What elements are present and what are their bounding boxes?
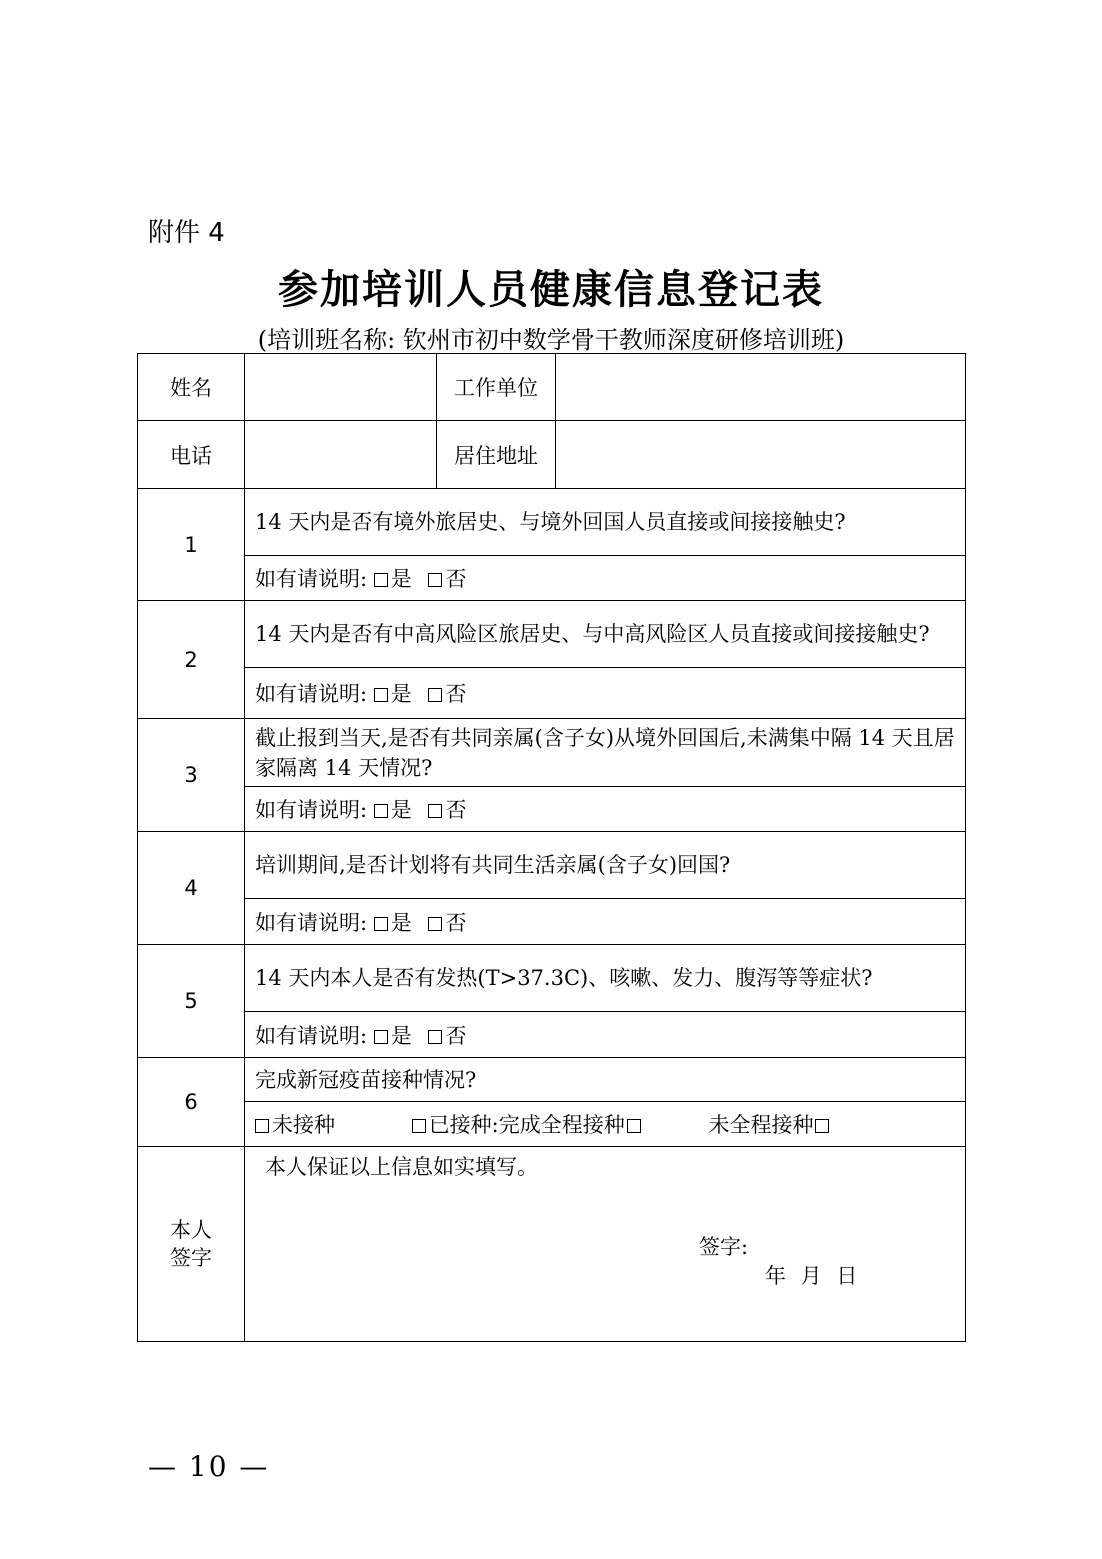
question-text: 14 天内是否有中高风险区旅居史、与中高风险区人员直接或间接接触史?	[245, 601, 966, 668]
question-row	[138, 489, 966, 556]
page-number: — 10 —	[148, 1450, 270, 1483]
form-subtitle: (培训班名称: 钦州市初中数学骨干教师深度研修培训班)	[257, 326, 845, 354]
question-row	[138, 719, 966, 787]
yes-checkbox[interactable]	[374, 573, 388, 587]
partial-course-checkbox[interactable]	[815, 1119, 829, 1133]
answer-prefix: 如有请说明:	[255, 910, 368, 935]
question-number: 4	[138, 832, 245, 945]
answer-prefix: 如有请说明:	[255, 567, 368, 591]
attachment-label: 附件 4	[148, 218, 225, 248]
question-row	[138, 945, 966, 1012]
phone-label: 电话	[138, 421, 245, 489]
question-row	[138, 832, 966, 899]
question-number: 6	[138, 1058, 245, 1147]
question-number: 5	[138, 945, 245, 1058]
form-title: 参加培训人员健康信息登记表	[278, 267, 824, 313]
full-course-checkbox[interactable]	[627, 1119, 641, 1133]
yes-label: 是	[390, 1023, 412, 1048]
signature-row	[138, 1147, 966, 1342]
vaccinated-label: 已接种:完成全程接种	[428, 1113, 625, 1137]
name-field[interactable]	[245, 354, 437, 421]
no-label: 否	[445, 567, 467, 591]
vaccinated-checkbox[interactable]	[412, 1119, 426, 1133]
no-checkbox[interactable]	[428, 917, 442, 931]
yes-checkbox[interactable]	[374, 1030, 388, 1044]
answer-row	[138, 899, 966, 945]
not-vaccinated-checkbox[interactable]	[255, 1119, 269, 1133]
answer-row	[138, 787, 966, 832]
yes-label: 是	[390, 567, 412, 591]
no-label: 否	[445, 798, 467, 822]
name-label: 姓名	[138, 354, 245, 421]
answer-row	[138, 1012, 966, 1058]
yes-checkbox[interactable]	[374, 804, 388, 818]
sign-label: 签字:	[699, 1235, 749, 1259]
name-row	[138, 354, 966, 421]
yes-label: 是	[390, 682, 412, 706]
question-number: 2	[138, 601, 245, 719]
answer-row	[138, 556, 966, 601]
address-label: 居住地址	[437, 421, 556, 489]
question-text: 截止报到当天,是否有共同亲属(含子女)从境外回国后,未满集中隔 14 天且居家隔离 14 天情况?	[245, 719, 966, 787]
work-unit-label: 工作单位	[437, 354, 556, 421]
signature-label	[138, 1147, 245, 1342]
answer-cell	[245, 787, 966, 832]
question-text: 完成新冠疫苗接种情况?	[245, 1058, 966, 1102]
not-vaccinated-label: 未接种	[272, 1113, 335, 1137]
question-row	[138, 1058, 966, 1102]
question-number: 3	[138, 719, 245, 832]
address-field[interactable]	[556, 421, 966, 489]
no-label: 否	[445, 910, 467, 935]
question-text: 14 天内本人是否有发热(T>37.3C)、咳嗽、发力、腹泻等等症状?	[245, 945, 966, 1012]
answer-prefix: 如有请说明:	[255, 798, 368, 822]
vaccine-row	[138, 1102, 966, 1147]
signature-label-text: 本人 签字	[170, 1218, 212, 1270]
partial-course-label: 未全程接种	[708, 1113, 814, 1137]
yes-label: 是	[390, 798, 412, 822]
answer-cell	[245, 1012, 966, 1058]
no-checkbox[interactable]	[428, 688, 442, 702]
phone-field[interactable]	[245, 421, 437, 489]
question-text: 14 天内是否有境外旅居史、与境外回国人员直接或间接接触史?	[245, 489, 966, 556]
signature-cell[interactable]	[245, 1147, 966, 1342]
yes-checkbox[interactable]	[374, 688, 388, 702]
answer-cell	[245, 899, 966, 945]
answer-prefix: 如有请说明:	[255, 682, 368, 706]
no-label: 否	[445, 1023, 467, 1048]
no-checkbox[interactable]	[428, 804, 442, 818]
no-checkbox[interactable]	[428, 1030, 442, 1044]
yes-label: 是	[390, 910, 412, 935]
answer-cell	[245, 668, 966, 719]
work-unit-field[interactable]	[556, 354, 966, 421]
question-number: 1	[138, 489, 245, 601]
answer-prefix: 如有请说明:	[255, 1023, 368, 1048]
yes-checkbox[interactable]	[374, 917, 388, 931]
phone-row	[138, 421, 966, 489]
answer-cell	[245, 556, 966, 601]
no-checkbox[interactable]	[428, 573, 442, 587]
health-form-table	[137, 353, 966, 1342]
date-label: 年 月 日	[765, 1264, 858, 1288]
question-text: 培训期间,是否计划将有共同生活亲属(含子女)回国?	[245, 832, 966, 899]
question-row	[138, 601, 966, 668]
vaccine-cell	[245, 1102, 966, 1147]
answer-row	[138, 668, 966, 719]
promise-text: 本人保证以上信息如实填写。	[265, 1155, 538, 1179]
no-label: 否	[445, 682, 467, 706]
